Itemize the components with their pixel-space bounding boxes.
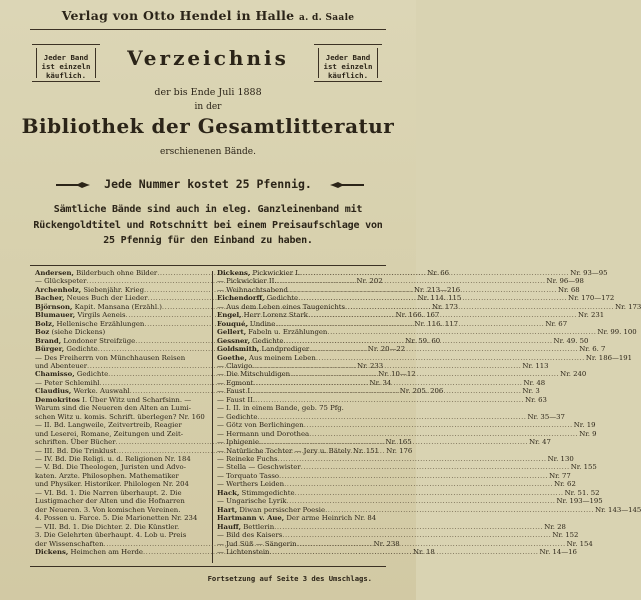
- leader-dots: [277, 277, 546, 285]
- entry-title: 3. Die Gelehrten überhaupt. 4. Lob u. Preis: [35, 531, 187, 540]
- box-left-line-3: käuflich.: [45, 71, 87, 80]
- catalog-entry: [35, 354, 209, 362]
- leader-dots: [275, 320, 544, 328]
- top-rule: [30, 29, 386, 30]
- entry-number: Nr. 173: [431, 302, 459, 311]
- continuation-text: Fortsetzung auf Seite 3 des Umschlags.: [207, 574, 372, 583]
- entry-number: Nr. 14—16: [539, 547, 577, 556]
- entry-number: Nr. 116. 117: [414, 319, 459, 328]
- catalog-entry: [217, 328, 637, 337]
- catalog-entry: [217, 522, 566, 531]
- entry-title: Fouqué, Undine: [217, 319, 276, 328]
- catalog-entry: [217, 412, 565, 421]
- list-top-rule: [30, 265, 386, 266]
- entry-number: Nr. 205. 206: [399, 387, 444, 396]
- entry-number: Nr. 99. 100: [597, 328, 637, 337]
- library-title: Bibliothek der Gesamtlitteratur: [21, 114, 395, 138]
- catalog-entry: [35, 455, 209, 463]
- entry-title: Hauff, Bettlerin: [217, 522, 275, 531]
- entry-title: — Faust I.: [217, 387, 253, 396]
- entry-number: Nr. 6. 7: [579, 345, 606, 354]
- entry-title: — VII. Bd. 1. Die Dichter. 2. Die Künstler.: [35, 522, 180, 531]
- pointing-hand-left-icon: [330, 181, 364, 189]
- entry-title: — Reineke Fuchs: [217, 454, 278, 463]
- catalog-entry: [217, 395, 547, 404]
- entry-title: Claudius, Werke. Auswahl: [35, 387, 130, 396]
- leader-dots: [279, 472, 548, 480]
- leader-dots: [259, 438, 528, 446]
- entry-number: Nr. 176: [386, 446, 413, 455]
- catalog-entry: [35, 531, 209, 539]
- entry-number: Nr. 233: [357, 361, 384, 370]
- catalog-entry: [217, 531, 579, 540]
- leader-dots: [295, 489, 564, 497]
- entry-title: — Ungarische Lyrik: [217, 497, 287, 506]
- entry-number: Nr. 77: [549, 471, 571, 480]
- entry-title: — Peter Schlemihl: [35, 378, 100, 387]
- leader-dots: [288, 286, 557, 294]
- entry-number: Nr. 113: [522, 361, 549, 370]
- box-right-line-2: ist einzeln: [323, 62, 373, 71]
- continuation-note: [0, 574, 416, 583]
- entry-title: — Götz von Berlichingen: [217, 421, 304, 430]
- entry-title: Lustigmacher der Alten und die Hofnarren: [35, 497, 185, 506]
- catalog-entry: [217, 471, 571, 480]
- entry-title: — Hermann und Dorothea: [217, 429, 310, 438]
- entry-title: — Clavigo: [217, 361, 253, 370]
- entry-title: — Weihnachtsabend: [217, 285, 288, 294]
- leader-dots: [304, 421, 573, 429]
- leader-dots: [282, 531, 551, 539]
- leader-dots: [253, 379, 522, 387]
- entry-number: Nr. 173: [615, 302, 641, 311]
- leader-dots: [308, 311, 577, 319]
- catalog-entry: [217, 302, 641, 311]
- entry-number: Nr. 10—12: [378, 370, 416, 379]
- entry-title: und Abenteuer: [35, 361, 88, 370]
- catalog-entry: [217, 488, 600, 497]
- entry-number: Nr. 238: [373, 539, 400, 548]
- catalog-entry: [35, 463, 209, 471]
- entry-number: Nr. 96—98: [546, 277, 584, 286]
- leader-dots: [301, 463, 570, 471]
- entry-title: — Aus dem Leben eines Taugenichts: [217, 302, 346, 311]
- entry-title: katen. Arzte. Philosophen. Mathematiker: [35, 471, 179, 480]
- entry-title: — Faust II.: [217, 395, 256, 404]
- leader-dots: [327, 328, 596, 336]
- entry-number: Nr. 213—216: [414, 285, 461, 294]
- entry-title: — Die Mitschuldigen: [217, 370, 291, 379]
- page-title: Verzeichnis: [127, 46, 289, 70]
- entry-title: — Glückspeter: [35, 277, 87, 286]
- entry-title: Archenholz, Siebenjähr. Krieg: [35, 285, 144, 294]
- entry-number: Nr. 48: [523, 378, 546, 387]
- entry-title: — Natürliche Tochter — Jery u. Bätely Nr. 151: [217, 446, 380, 455]
- binding-notice: Sämtliche Bände sind auch in eleg. Ganzleinenband mit Rückengoldtitel und Rotschnitt bei einem Preisaufschlage von 25 Pfennig für den Einband zu haben.: [33, 204, 383, 246]
- page-subtitle: der bis Ende Juli 1888: [154, 87, 262, 98]
- entry-title: — Pickwickier II.: [217, 277, 277, 286]
- entry-number: Nr. 3: [522, 387, 540, 396]
- leader-dots: [284, 480, 553, 488]
- entry-number: Nr. 93—95: [570, 269, 608, 277]
- entry-number: Nr. 165: [385, 438, 412, 447]
- entry-number: Nr. 28: [544, 522, 566, 531]
- publisher-name: Verlag von Otto Hendel in Halle: [61, 8, 295, 23]
- entry-title: — Werthers Leiden: [217, 480, 285, 489]
- entry-title: — Gedichte: [217, 412, 258, 421]
- catalog-entry: [217, 539, 593, 548]
- catalog-entry: [35, 506, 209, 514]
- entry-number: Nr. 193—195: [556, 497, 603, 506]
- entry-number: Nr. 9: [579, 429, 597, 438]
- entry-title: — Lichtenstein: [217, 547, 270, 556]
- leader-dots: [345, 303, 614, 311]
- leader-dots: [286, 497, 555, 505]
- leader-dots: [290, 370, 559, 378]
- leader-dots: [297, 540, 566, 548]
- entry-number: Nr. 68: [557, 285, 580, 294]
- entry-title: — II. Bd. Langweile, Zeitvertreib, Reagier: [35, 421, 182, 430]
- entry-number: Nr. 166. 167: [395, 311, 440, 320]
- catalog-entry: [35, 489, 209, 497]
- entry-title: Boz (siehe Dickens): [35, 328, 106, 337]
- entry-number: Nr. 114. 115: [417, 294, 462, 303]
- price-notice: Jede Nummer kostet 25 Pfennig.: [104, 177, 312, 191]
- entry-title: Bacher, Neues Buch der Lieder: [35, 294, 148, 303]
- entry-title: Bürger, Gedichte: [35, 345, 98, 354]
- box-left-line-2: ist einzeln: [41, 62, 91, 71]
- catalog-entry: [35, 396, 209, 404]
- catalog-entry: [35, 430, 209, 438]
- entry-title: Hart, Diwan persischer Poesie: [217, 505, 326, 514]
- box-left-line-1: Jeder Band: [43, 53, 89, 62]
- entry-title: Andersen, Bilderbuch ohne Bilder: [35, 269, 158, 277]
- catalog-entry: [217, 505, 641, 514]
- entry-title: Eichendorff, Gedichte: [217, 294, 299, 303]
- entry-number: Nr. 18: [413, 547, 435, 556]
- catalog-entry: [35, 328, 209, 336]
- entry-number: Nr. 20—22: [367, 345, 406, 354]
- leader-dots: [316, 354, 585, 362]
- entry-title: Goldsmith, Landprediger: [217, 345, 310, 354]
- entry-title: Brand, Londoner Streifzüge: [35, 336, 136, 345]
- catalog-entry: [217, 345, 606, 354]
- entry-title: — Bild des Kaisers: [217, 531, 283, 540]
- leader-dots: [309, 430, 578, 438]
- entry-title: Bolz, Hellenische Erzählungen: [35, 319, 145, 328]
- catalog-entry: [217, 497, 603, 506]
- catalog-entry: [35, 421, 209, 429]
- leader-dots: [284, 337, 553, 345]
- entry-number: Nr. 66: [427, 269, 449, 277]
- entry-title: — Iphigenie: [217, 438, 260, 447]
- erschienen-line: erschienenen Bände.: [160, 147, 256, 157]
- publisher-suffix: a. d. Saale: [299, 13, 355, 23]
- entry-number: Nr. 67: [545, 319, 568, 328]
- entry-title: Gellert, Fabeln u. Erzählungen: [217, 328, 328, 337]
- catalog-entry: [217, 454, 574, 463]
- entry-title: der Wissenschaften: [35, 539, 104, 548]
- entry-title: Gessner, Gedichte: [217, 336, 284, 345]
- entry-title: Demokritos I. Über Witz und Scharfsinn. —: [35, 395, 192, 404]
- leader-dots: [309, 345, 578, 353]
- entry-number: Nr. 51. 52: [564, 488, 600, 497]
- catalog-entry: [35, 404, 209, 412]
- entry-title: — V. Bd. Die Theologen, Juristen und Advo-: [35, 463, 186, 472]
- catalog-entry: [217, 277, 584, 286]
- entry-number: Nr. 62: [554, 480, 576, 489]
- catalog-entry: [217, 421, 596, 430]
- entry-number: Nr. 155: [570, 463, 597, 472]
- entry-title: schen Witz u. komis. Schrift. überlegen? Nr. 160: [35, 412, 205, 421]
- entry-title: Blumauer, Virgils Aeneis: [35, 311, 126, 320]
- entry-number: Nr. 202: [356, 277, 383, 286]
- entry-title: — Jud Süß — Sängerin: [217, 539, 297, 548]
- leader-dots: [278, 455, 547, 463]
- entry-title: Hack, Stimmgedichte: [217, 488, 295, 497]
- entry-title: — Torquato Tasso: [217, 471, 280, 480]
- in-der-line: in der: [194, 102, 222, 112]
- entry-title: — IV. Bd. Die Religi. u. d. Religionen Nr. 184: [35, 454, 191, 463]
- leader-dots: [269, 548, 538, 556]
- catalog-entry: [217, 447, 391, 455]
- leader-dots: [257, 413, 526, 421]
- entry-number: Nr. 154: [566, 539, 593, 548]
- entry-number: Nr. 143—145: [595, 505, 641, 514]
- entry-number: Nr. 35—37: [527, 412, 565, 421]
- entry-title: — I. II. in einem Bande, geb. 75 Pfg.: [217, 404, 344, 413]
- entry-number: Nr. 47: [529, 438, 551, 447]
- leader-dots: [255, 396, 524, 404]
- entry-title: und Leserei, Romane, Zeitungen und Zeit-: [35, 429, 184, 438]
- entry-title: und Physiker. Historiker. Philologen Nr. 204: [35, 480, 189, 489]
- entry-title: Warum sind die Neueren den Alten an Lumi-: [35, 404, 191, 413]
- entry-title: Chamisso, Gedichte: [35, 370, 109, 379]
- catalog-entry: [35, 480, 209, 488]
- entry-number: Nr. 63: [525, 395, 547, 404]
- catalog-entry: [217, 514, 391, 522]
- entry-title: — Egmont: [217, 378, 254, 387]
- entry-number: Nr. 59. 60: [405, 336, 441, 345]
- leader-dots: [325, 506, 594, 514]
- publisher-line: [0, 8, 416, 23]
- entry-title: 4. Possen u. Farce. 5. Die Marionetten Nr. 234: [35, 514, 198, 523]
- catalog-entry: [217, 353, 633, 362]
- entry-number: Nr. 240: [560, 370, 587, 379]
- list-bottom-rule: [30, 566, 386, 567]
- catalog-entry: [35, 497, 209, 505]
- entry-title: schriften. Über Bücher: [35, 438, 116, 447]
- catalog-entry: [217, 480, 576, 489]
- entry-number: Nr. 231: [578, 311, 605, 320]
- entry-number: Nr. 170—172: [568, 294, 615, 303]
- leader-dots: [252, 362, 521, 370]
- entry-title: Goethe, Aus meinem Leben: [217, 353, 316, 362]
- catalog-entry: [217, 378, 546, 387]
- catalog-entry: [35, 413, 209, 421]
- entry-number: Nr. 186—191: [585, 353, 633, 362]
- catalog-entry: [217, 361, 549, 370]
- catalog-entry: [217, 404, 391, 412]
- entry-title: — III. Bd. Die Trinklust: [35, 446, 117, 455]
- entry-number: Nr. 130: [547, 454, 574, 463]
- entry-title: der Neueren. 3. Von komischen Vereinen.: [35, 505, 181, 514]
- leader-dots: [252, 387, 521, 395]
- entry-number: Nr. 152: [552, 531, 579, 540]
- entry-number: Nr. 19: [573, 421, 596, 430]
- catalog-entry: [217, 429, 597, 438]
- entry-title: Engel, Herr Lorenz Stark: [217, 311, 308, 320]
- catalog-entry: [35, 472, 209, 480]
- entry-number: Nr. 34: [369, 378, 392, 387]
- entry-title: Hartmann v. Aue, Der arme Heinrich Nr. 84: [217, 514, 377, 523]
- catalog-entry: [35, 514, 209, 522]
- entry-title: Björnson, Kapit. Mansana (Erzähl.): [35, 302, 162, 311]
- leader-dots: [298, 294, 567, 302]
- entry-title: Dickens, Pickwickier I.: [217, 269, 301, 277]
- leader-dots: [274, 523, 543, 531]
- catalog-entry: [35, 523, 209, 531]
- leader-dots: [300, 269, 569, 277]
- box-right-line-3: käuflich.: [327, 71, 369, 80]
- entry-title: — Stella — Geschwister: [217, 463, 301, 472]
- catalog-entry: [217, 463, 597, 472]
- entry-number: Nr. 49. 50: [553, 336, 589, 345]
- entry-title: — Des Freiherrn von Münchhausen Reisen: [35, 353, 186, 362]
- box-right-line-1: Jeder Band: [325, 53, 371, 62]
- entry-title: — VI. Bd. 1. Die Narren überhaupt. 2. Die: [35, 488, 182, 497]
- entry-title: Dickens, Heimchen am Herde: [35, 547, 143, 556]
